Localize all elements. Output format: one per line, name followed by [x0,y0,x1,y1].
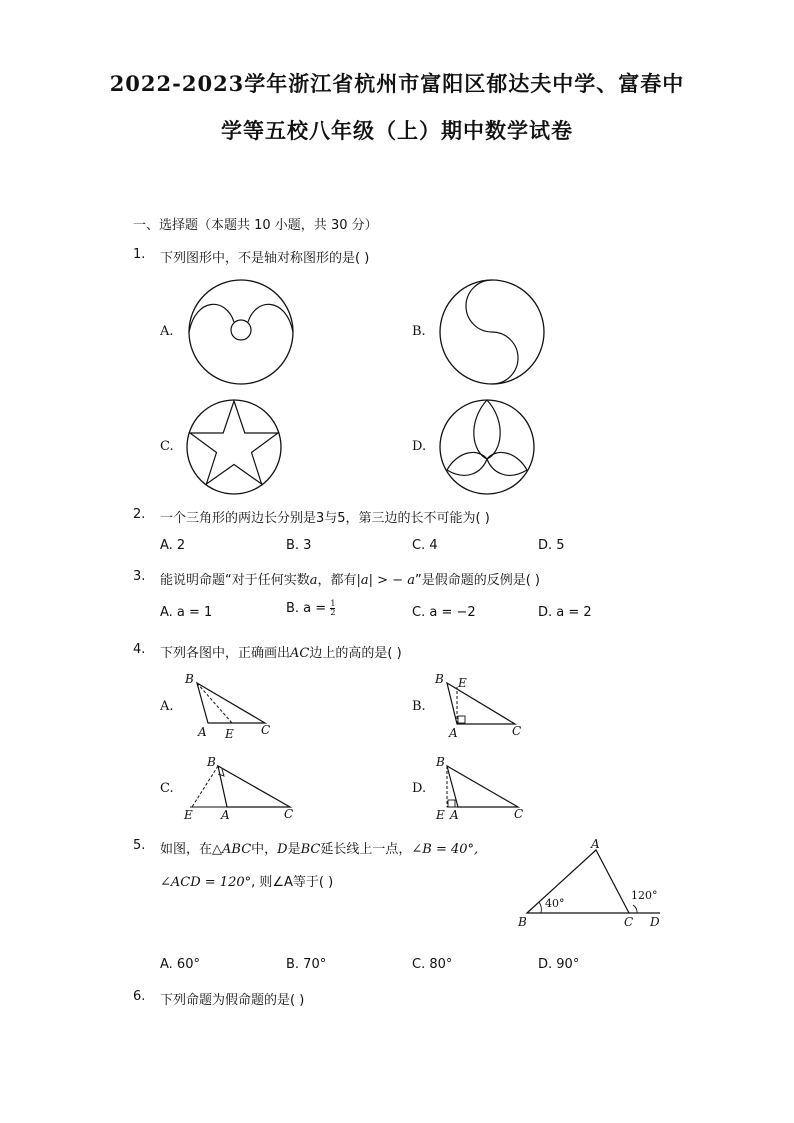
question-stem: 下列各图中，正确画出AC边上的高的是( ) [160,646,402,661]
option-d-label: D. [412,439,427,454]
option-a-label: A. [160,699,174,714]
point-label-e: E [458,676,467,690]
page-title-line2: 学等五校八年级（上）期中数学试卷 [221,118,573,143]
option-b: B. a = $\frac{1}{2}$ [286,599,336,617]
question-number: 3. [133,569,146,584]
point-label-a: A [449,726,458,740]
angle-b-label: 40° [545,897,565,910]
option-b-label: B. [412,699,426,714]
point-label-b: B [207,755,216,769]
section-heading: 一、选择题（本题共 10 小题，共 30 分） [133,218,378,233]
point-label-c: C [261,723,271,737]
option-c-label: C. [160,781,174,796]
option-b: B. 3 [286,538,312,553]
point-label-b: B [436,755,445,769]
q4-figure-d [430,752,530,824]
q4-figure-a [180,670,280,742]
option-a: A. 60° [160,957,200,972]
question-number: 5. [133,838,146,853]
option-d: D. a = 2 [538,605,592,620]
point-label-c: C [512,724,522,738]
option-d: D. 90° [538,957,580,972]
option-c: C. 80° [412,957,453,972]
q5-figure [510,835,670,935]
option-c: C. a = −2 [412,605,476,620]
q4-figure-c [180,752,300,824]
option-a-label: A. [160,324,174,339]
question-stem: 能说明命题“对于任何实数a，都有|a| > − a”是假命题的反例是( ) [160,573,540,588]
question-number: 1. [133,247,146,262]
point-label-a: A [450,808,459,822]
option-c-label: C. [160,439,174,454]
point-label-e: E [225,727,234,741]
option-b: B. 70° [286,957,327,972]
question-number: 6. [133,989,146,1004]
option-b-label: B. [412,324,426,339]
point-label-d: D [650,915,660,929]
question-stem: 下列命题为假命题的是( ) [160,993,305,1008]
option-a: A. 2 [160,538,186,553]
option-d-label: D. [412,781,427,796]
angle-c-label: 120° [631,889,658,902]
q1-figure-b [437,277,547,387]
question-number: 4. [133,642,146,657]
point-label-e: E [436,808,445,822]
point-label-e: E [184,808,193,822]
page-title-line1: 2022-2023学年浙江省杭州市富阳区郁达夫中学、富春中 [109,71,685,96]
point-label-a: A [221,808,230,822]
point-label-b: B [518,915,527,929]
point-label-a: A [198,725,207,739]
question-stem: 一个三角形的两边长分别是3与5，第三边的长不可能为( ) [160,511,490,526]
q4-figure-b [430,670,530,742]
point-label-c: C [514,807,524,821]
point-label-b: B [185,672,194,686]
point-label-a: A [591,837,600,851]
option-a: A. a = 1 [160,605,213,620]
question-stem: 下列图形中，不是轴对称图形的是( ) [160,251,370,266]
point-label-c: C [624,915,634,929]
question-stem-line2: ∠ACD = 120°, 则∠A等于( ) [160,875,334,890]
question-stem-line1: 如图，在△ABC中，D是BC延长线上一点，∠B = 40°, [160,842,479,857]
point-label-c: C [284,807,294,821]
point-label-b: B [435,672,444,686]
question-number: 2. [133,507,146,522]
q1-figure-c [184,397,284,497]
option-c: C. 4 [412,538,438,553]
option-d: D. 5 [538,538,565,553]
q1-figure-a [186,277,296,387]
q1-figure-d [437,397,537,497]
